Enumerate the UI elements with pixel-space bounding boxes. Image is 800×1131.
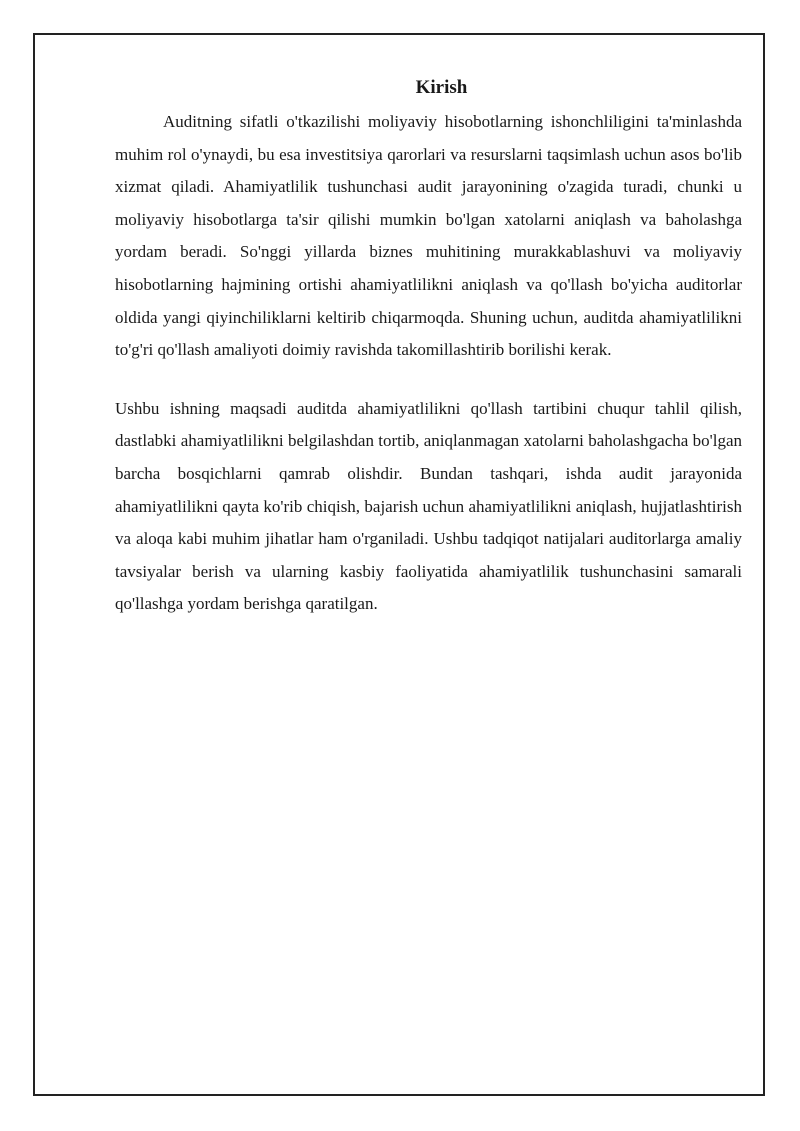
- paragraph-1: Auditning sifatli o'tkazilishi moliyaviy hisobotlarning ishonchliligini ta'minlashda muhim rol o'ynaydi, bu esa investitsiya qarorlari va resurslarni taqsimlash uchun asos bo'lib xizmat qiladi. Ahamiyatlilik tushunchasi audit jarayonining o'zagida turadi, chunki u moliyaviy hisobotlarga ta'sir qilishi mumkin bo'lgan xatolarni aniqlash va baholashga yordam beradi. So'nggi yillarda biznes muhitining murakkablashuvi va moliyaviy hisobotlarning hajmining ortishi ahamiyatlilikni aniqlash va qo'llash bo'yicha auditorlar oldida yangi qiyinchiliklarni keltirib chiqarmoqda. Shuning uchun, auditda ahamiyatlilikni to'g'ri qo'llash amaliyoti doimiy ravishda takomillashtirib borilishi kerak.: [115, 112, 742, 360]
- paragraph-spacer: [115, 367, 742, 393]
- document-body: [115, 74, 742, 621]
- paragraph-2: Ushbu ishning maqsadi auditda ahamiyatlilikni qo'llash tartibini chuqur tahlil qilish, dastlabki ahamiyatlilikni belgilashdan tortib, aniqlanmagan xatolarni baholashgacha bo'lgan barcha bosqichlarni qamrab olishdir. Bundan tashqari, ishda audit jarayonida ahamiyatlilikni qayta ko'rib chiqish, bajarish uchun ahamiyatlilikni aniqlash, hujjatlashtirish va aloqa kabi muhim jihatlar ham o'rganiladi. Ushbu tadqiqot natijalari auditorlarga amaliy tavsiyalar berish va ularning kasbiy faoliyatida ahamiyatlilik tushunchasini samarali qo'llashga yordam berishga qaratilgan.: [115, 398, 742, 614]
- document-title: Kirish: [415, 77, 468, 98]
